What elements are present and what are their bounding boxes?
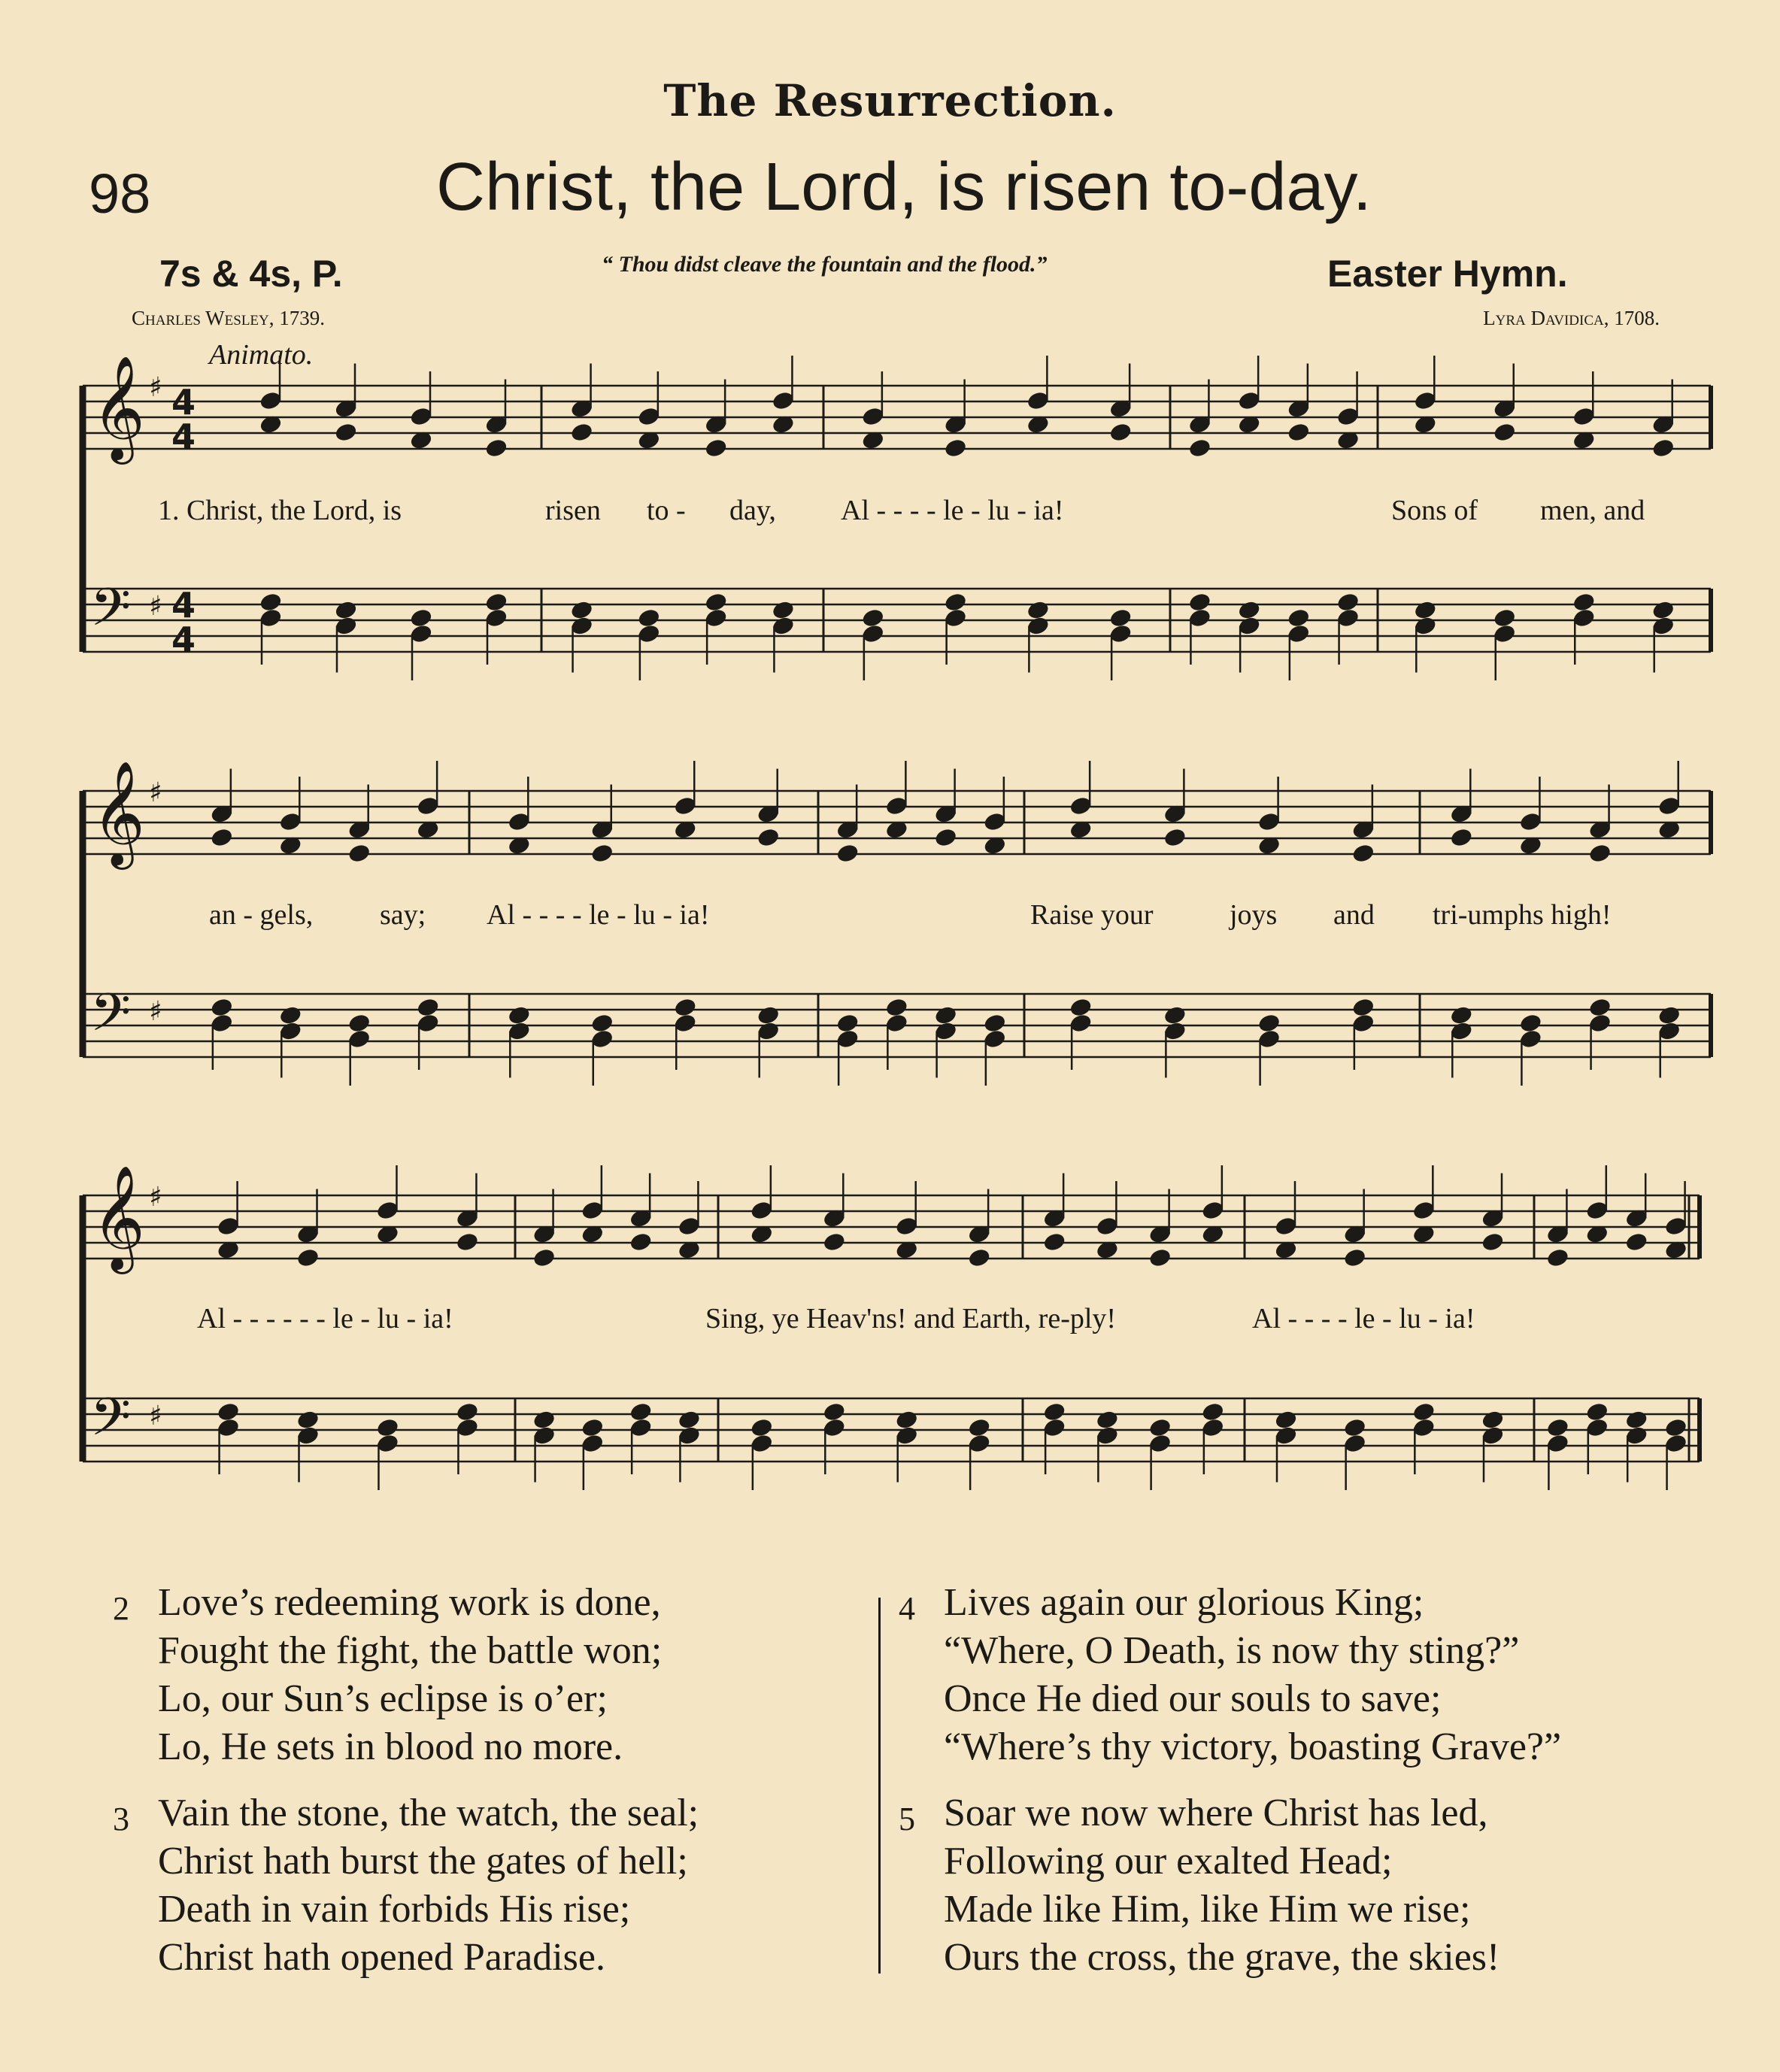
system-1-bass-note	[484, 592, 508, 612]
system-2-bass-note	[1163, 1005, 1187, 1025]
system-1-bass-note	[1651, 600, 1675, 620]
lyric-syllable: joys	[1230, 899, 1278, 931]
verse-line: “Where’s thy victory, boasting Grave?”	[944, 1725, 1562, 1768]
system-3-bass-note	[1585, 1401, 1609, 1422]
system-1-bass-note	[1188, 592, 1211, 612]
system-3-treble-note	[1043, 1231, 1066, 1252]
system-1-treble-note	[1493, 422, 1516, 442]
system-1-treble-note	[334, 422, 357, 442]
system-2-bass-note	[1069, 997, 1093, 1017]
system-3-treble-note	[532, 1247, 556, 1268]
lyric-syllable: an - gels,	[209, 899, 314, 931]
section-heading: The Resurrection.	[663, 75, 1117, 126]
system-3-bass-note	[1625, 1410, 1648, 1430]
verse-line: Christ hath opened Paradise.	[158, 1936, 605, 1979]
system-3-bass-note	[1043, 1401, 1066, 1422]
system-3-bass-note	[750, 1417, 773, 1437]
system-1-bass-note	[1109, 607, 1133, 628]
lyric-syllable: Al - - - - le - lu - ia!	[487, 899, 710, 931]
system-1-treble-note	[705, 438, 728, 458]
system-2-bass-note	[508, 1005, 531, 1025]
verse-line: Soar we now where Christ has led,	[944, 1792, 1488, 1834]
system-1-treble-note	[1188, 438, 1211, 458]
system-2-treble-note	[757, 827, 780, 847]
lyric-syllable: Sing, ye Heav'ns! and Earth, re-ply!	[705, 1303, 1117, 1334]
system-1-bass-time-top: 4	[171, 585, 196, 626]
system-2-bass-note	[1450, 1005, 1473, 1025]
lyric-syllable: say;	[380, 899, 426, 931]
lyric-syllable: Al - - - - le - lu - ia!	[1252, 1303, 1475, 1334]
system-2-bass-note	[1519, 1013, 1542, 1033]
system-3-bass-note	[968, 1417, 991, 1437]
lyric-syllable: to -	[647, 495, 686, 526]
system-3-treble-note	[1481, 1231, 1504, 1252]
system-3-bass-sharp: ♯	[149, 1401, 162, 1431]
verse-number: 3	[113, 1801, 129, 1837]
system-3-treble-note	[1148, 1247, 1172, 1268]
composer-credit: Lyra Davidica, 1708.	[1483, 307, 1660, 329]
system-2-bass-note	[1657, 1005, 1681, 1025]
verse-line: Once He died our souls to save;	[944, 1677, 1442, 1720]
system-3-bass-note	[217, 1401, 240, 1422]
system-1-treble-sharp: ♯	[149, 372, 162, 403]
lyric-syllable: Sons of	[1391, 495, 1478, 526]
system-3-bass-note	[376, 1417, 399, 1437]
system-3-bass-note	[296, 1410, 320, 1430]
hymn-title: Christ, the Lord, is risen to-day.	[436, 150, 1372, 225]
verse-number: 2	[113, 1590, 129, 1627]
epigraph: “ Thou didst cleave the fountain and the flood.”	[602, 252, 1048, 277]
system-2-bass-note	[934, 1005, 957, 1025]
lyric-syllable: tri-umphs high!	[1433, 899, 1612, 931]
system-2-treble-note	[1351, 843, 1375, 863]
verse-line: Lo, our Sun’s eclipse is o’er;	[158, 1677, 608, 1720]
system-1-treble-note	[1651, 438, 1675, 458]
system-2-treble-sharp: ♯	[149, 777, 162, 808]
system-2-bass-note	[590, 1013, 614, 1033]
system-3-bass-note	[581, 1417, 604, 1437]
system-2-treble-note	[934, 827, 957, 847]
system-3-bass-note	[895, 1410, 918, 1430]
system-1-treble-note	[484, 438, 508, 458]
system-1-bass-note	[1414, 600, 1437, 620]
system-2-bass-note	[1588, 997, 1612, 1017]
system-1-bass-note	[944, 592, 967, 612]
system-2-treble-note	[347, 843, 371, 863]
verse-number: 4	[899, 1590, 915, 1627]
system-1-treble-note	[570, 422, 593, 442]
system-1-bass-note	[570, 600, 593, 620]
system-3-bass-note	[1343, 1417, 1366, 1437]
system-1-bass-note	[1572, 592, 1596, 612]
system-3-treble-note	[1546, 1247, 1569, 1268]
meter-label: 7s & 4s, P.	[159, 253, 343, 295]
system-3-bass-note	[1201, 1401, 1224, 1422]
system-3-bass-note	[678, 1410, 701, 1430]
system-3-treble-note	[296, 1247, 320, 1268]
system-1-treble-clef: 𝄞	[92, 356, 145, 460]
verse-line: Ours the cross, the grave, the skies!	[944, 1936, 1500, 1979]
system-1-bass-note	[1493, 607, 1516, 628]
system-3-bass-note	[532, 1410, 556, 1430]
system-1-bass-note	[861, 607, 884, 628]
system-2-bass-note	[210, 997, 233, 1017]
system-3-bass-note	[1664, 1417, 1688, 1437]
system-3-treble-clef: 𝄞	[92, 1165, 145, 1270]
verse-number: 5	[899, 1801, 915, 1837]
system-2-bass-note	[347, 1013, 371, 1033]
system-1-bass-note	[1287, 607, 1310, 628]
system-3-bass-note	[1096, 1410, 1119, 1430]
system-3-bass-note	[823, 1401, 846, 1422]
system-3-bass-note	[1274, 1410, 1297, 1430]
lyric-syllable: Al - - - - le - lu - ia!	[841, 495, 1064, 526]
verse-line: “Where, O Death, is now thy sting?”	[944, 1629, 1520, 1672]
system-3-treble-note	[1343, 1247, 1366, 1268]
system-3-treble-note	[968, 1247, 991, 1268]
system-1-bass-time-bottom: 4	[171, 619, 196, 660]
tune-name: Easter Hymn.	[1327, 253, 1568, 295]
lyric-syllable: day,	[729, 495, 776, 526]
system-1-bass-note	[637, 607, 660, 628]
lyric-syllable: men, and	[1540, 495, 1645, 526]
verse-line: Following our exalted Head;	[944, 1840, 1393, 1883]
system-1-bass-note	[1238, 600, 1261, 620]
system-3-bass-note	[1546, 1417, 1569, 1437]
system-1-bass-note	[705, 592, 728, 612]
verse-line: Vain the stone, the watch, the seal;	[158, 1792, 699, 1834]
system-2-treble-note	[590, 843, 614, 863]
system-2-bass-note	[279, 1005, 302, 1025]
system-2-treble-note	[210, 827, 233, 847]
system-2-treble-note	[1588, 843, 1612, 863]
system-2-bass-sharp: ♯	[149, 996, 162, 1027]
verse-line: Love’s redeeming work is done,	[158, 1581, 661, 1624]
verse-line: Death in vain forbids His rise;	[158, 1888, 631, 1931]
lyric-syllable: risen	[545, 495, 601, 526]
system-1-bass-note	[1026, 600, 1050, 620]
system-3-treble-note	[823, 1231, 846, 1252]
system-2-bass-note	[417, 997, 440, 1017]
verse-line: Christ hath burst the gates of hell;	[158, 1840, 688, 1883]
system-3-treble-sharp: ♯	[149, 1182, 162, 1213]
system-1-treble-time-top: 4	[171, 382, 196, 423]
system-3-bass-note	[629, 1401, 653, 1422]
system-2-bass-note	[757, 1005, 780, 1025]
system-1-treble-note	[944, 438, 967, 458]
verse-divider	[878, 1598, 881, 1974]
system-1-bass-sharp: ♯	[149, 591, 162, 622]
verse-line: Lo, He sets in blood no more.	[158, 1725, 623, 1768]
lyric-syllable: Raise your	[1030, 899, 1154, 931]
system-1-treble-note	[1287, 422, 1310, 442]
system-1-bass-note	[334, 600, 357, 620]
verse-line: Fought the fight, the battle won;	[158, 1629, 663, 1672]
system-2-treble-note	[1163, 827, 1187, 847]
system-3-bass-clef: 𝄢	[90, 1386, 132, 1460]
system-3-treble-note	[456, 1231, 479, 1252]
system-1-bass-note	[409, 607, 432, 628]
system-2-treble-note	[1450, 827, 1473, 847]
tempo-marking: Animato.	[209, 339, 314, 371]
system-3-treble-note	[1625, 1231, 1648, 1252]
system-3-bass-note	[456, 1401, 479, 1422]
system-2-treble-clef: 𝄞	[92, 761, 145, 865]
system-1-bass-note	[259, 592, 282, 612]
system-3-treble-note	[629, 1231, 653, 1252]
system-3-bass-note	[1148, 1417, 1172, 1437]
system-2-bass-note	[1351, 997, 1375, 1017]
system-2-bass-note	[1257, 1013, 1281, 1033]
system-1-bass-clef: 𝄢	[90, 577, 132, 650]
system-1-bass-note	[772, 600, 795, 620]
author-credit: Charles Wesley, 1739.	[132, 307, 326, 329]
system-2-bass-clef: 𝄢	[90, 982, 132, 1056]
hymn-number: 98	[89, 162, 151, 225]
system-1-treble-note	[1109, 422, 1133, 442]
verse-line: Lives again our glorious King;	[944, 1581, 1424, 1624]
system-2-bass-note	[836, 1013, 860, 1033]
verse-line: Made like Him, like Him we rise;	[944, 1888, 1471, 1931]
system-1-treble-time-bottom: 4	[171, 417, 196, 457]
system-2-bass-note	[674, 997, 697, 1017]
system-2-treble-note	[836, 843, 860, 863]
lyric-syllable: 1. Christ, the Lord, is	[158, 495, 402, 526]
system-3-bass-note	[1412, 1401, 1436, 1422]
lyric-syllable: and	[1333, 899, 1375, 931]
lyric-syllable: Al - - - - - - le - lu - ia!	[197, 1303, 453, 1334]
system-3-bass-note	[1481, 1410, 1504, 1430]
system-1-bass-note	[1336, 592, 1360, 612]
system-2-bass-note	[983, 1013, 1006, 1033]
system-2-bass-note	[885, 997, 908, 1017]
